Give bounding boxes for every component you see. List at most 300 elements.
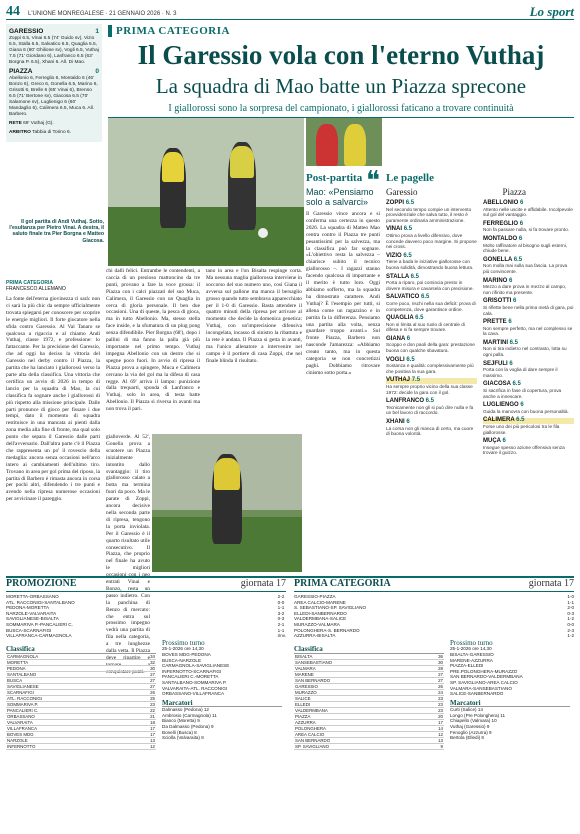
player-name: LUGLIENGO <box>483 402 519 409</box>
team-cell: ORBASSANO <box>6 713 145 719</box>
player-vote: 6.5 <box>425 398 435 405</box>
player-name: GIACOSA <box>483 381 511 388</box>
scorer-item: Dalmasso (Pedona) 12 <box>162 707 209 713</box>
kicker-text: PRIMA CATEGORIA <box>116 25 230 37</box>
player-name: XHANI <box>386 419 405 425</box>
rating-text: Mezzo a dare prova in mezzo al campo, non rifinito ma presente. <box>483 284 567 295</box>
byline-kicker: PRIMA CATEGORIA <box>6 280 53 286</box>
result-score: 0-0 <box>567 621 574 627</box>
result-score: 1-0 <box>567 594 574 599</box>
rating-item <box>386 295 477 312</box>
masthead: L'UNIONE MONREGALESE · 21 GENNAIO 2026 · N. 3 <box>28 11 177 17</box>
result-score: rinv. <box>277 633 286 639</box>
points-cell: 17 <box>433 719 444 725</box>
standings-block <box>6 641 156 750</box>
team-cell: PIAZZA <box>294 713 433 719</box>
rating-item <box>483 222 574 233</box>
ratings-columns <box>386 201 574 460</box>
article-column-4: gialloverde. Al 52', Gonella prova a scuotere un Piazza inizialmente intontito dallo svantaggio: il tiro giallorosso calato a botta ma termina fuori da poco. Ma le parate di Zoppi, ancora decisive nella seconda parte di ripresa, tengono la porta inviolata. Per il Garessio è il quarto risultato utile consecutivo. Il Piazza, che proprio nel finale ha avuto le migliori entrati Vinai e Bonzo, resta un passo indietro. Con la panchina di Benzo di mercato: che entra sul prossimo impegno vedrà una partita di fila nella categoria, a tre lunghezze dalla vetta. Il Piazza deve ripartire e tornare a conquistare punti. <box>106 434 150 675</box>
player-name: MARINO <box>483 277 508 284</box>
player-vote: 6 <box>520 200 524 206</box>
team-cell: VILLAFRANCA <box>6 725 145 731</box>
scorer-item: Da Dalmasso (Pedona) 9 <box>162 724 214 730</box>
rating-item <box>386 316 477 333</box>
result-match: GARESSIO-PIAZZA <box>294 594 336 599</box>
next-title: Prossimo turno <box>450 638 493 647</box>
value: 69' Vuthaj (G). <box>23 121 54 126</box>
result-match: ELLEDI-SANBERNARDO <box>294 610 347 616</box>
team-garessio <box>9 29 99 35</box>
rating-text: Insegue spesso azione offensiva senza trovare il guizzo. <box>483 444 565 456</box>
result-match: AZZURRA-BISALTA <box>294 633 336 639</box>
points-cell: 28 <box>433 665 444 671</box>
article-column-1: La fonte dell'eterna giovinezza ci sarà: non ci sarà la più chic da sempre ufficialmente trovata spiegarsi per conoscere per scoprire le energie migliori. Il forte giocatore nella sfida contro Garessio. Al Val Tanaro se qualcosa a rigaccia e al chiamo Andi Vuthaj, classe 1972, e professione: lo fattaccante. Per la precisione del Garessio, che ad oggi ha deciso la vittoria del Garessio nel derby contro il Piazza, la partita che ha lanciato i giallorossi verso la parte alta della classifica. Una vittoria che certifica un avvio di 2026 in tempo di lancio per la squadra di Mao, la cui classifica fa sognare anche i giallorossi di più rispetto alla missione principale. Dalle parti pronunce di gioco per fissare i due tempi, dato il momento di squadra restituisce in una mancata ai pienti dalla zona media alla fine di fronte, ma qual solo punto che separa il Garessio dalle parti dell'avversario. Dall'altra parte c'è il Piazza che rappresenta un po' il rovescio della medaglia: ancora senza occasioni nell'arco intero ai cambiamenti dell'ultimo tiro. Trovano in area per gol prima del riposo, la partita di Barbero è rimasta ancora in corsa per pochi altri, difendendo i tre punti e avendo nella ripresa numerose occasioni per avvicinare il pareggio. <box>6 296 100 503</box>
next-match: PIAZZA-ELLEDI <box>450 663 484 669</box>
rating-text: Non fa passare nulla, si fa trovare pronto. <box>483 227 569 233</box>
points-cell: 30 <box>145 665 156 671</box>
rating-item <box>386 337 477 354</box>
points-cell: 27 <box>433 671 444 677</box>
league-round: giornata 17 <box>240 578 286 589</box>
team-cell: ATL. RACCONIGI <box>6 695 145 701</box>
points-cell: 36 <box>433 654 444 660</box>
result-score: 2-2 <box>277 594 285 599</box>
standings-block <box>294 641 444 750</box>
result-score: 1-1 <box>277 627 285 633</box>
standings-table <box>6 654 156 750</box>
rating-text: Non si limita al suo ruolo di centrale di difesa e si fa sempre trovare. <box>386 321 465 333</box>
referee-line <box>9 130 99 136</box>
rating-text: Non sempre perfetto, ma nel complesso se la cava. <box>483 325 573 337</box>
team-cell: VALMARA <box>294 665 433 671</box>
rating-text: Ha sempre proprio vicino della sua classe 1972: decide la gara con il gol. <box>386 384 473 395</box>
player-vote: 6.5 <box>415 315 424 322</box>
scorer-item: Chiapello (Valmara) 10 <box>450 718 497 724</box>
ratings-team-left: Garessio <box>386 187 418 197</box>
rating-item <box>483 299 574 316</box>
page-number: 44 <box>6 4 20 19</box>
league-name: PRIMA CATEGORIA <box>294 578 391 589</box>
results-list <box>6 594 286 639</box>
rating-text: Tecnicamente non gli si può dire nulla e fa un bel lavoro di raccordo. <box>386 404 474 416</box>
result-score: 2-1 <box>277 621 285 627</box>
goal-photo <box>108 118 304 266</box>
result-match: VILLAFRANCA-CARMAGNOLA <box>6 633 72 639</box>
league-title <box>294 578 574 592</box>
result-score: 1-1 <box>277 605 285 611</box>
pitch <box>108 207 304 266</box>
rating-item <box>386 275 477 292</box>
ratings-title: Le pagelle <box>386 172 434 184</box>
handshake-photo <box>306 118 382 166</box>
scorer-item: Bertola (Elledi) 8 <box>450 735 484 741</box>
rating-text: Guida la manovra con buona personalità. <box>483 408 569 414</box>
player-name: VIZIO <box>386 252 402 259</box>
rating-item <box>483 237 574 254</box>
team-cell: SAN BERNARDO <box>294 677 433 683</box>
ratings-team-right: Piazza <box>502 187 526 197</box>
rating-text: Molto raffinatore al bisogno sugli esterni, chiude bene. <box>483 242 568 254</box>
player-vote: 6.5 <box>410 273 420 280</box>
team-score: 0 <box>95 68 99 75</box>
player-name: MUÇA <box>483 438 501 445</box>
player-vote: 6.5 <box>403 252 412 259</box>
player-name: GRISOTTI <box>483 298 512 305</box>
lineups-sidebar <box>6 24 102 146</box>
article-kicker <box>108 24 574 38</box>
team-cell: BOVES MDG <box>6 731 145 737</box>
team-cell: INFERNOTTO <box>6 743 145 749</box>
post-match-box <box>306 166 380 572</box>
team-cell: VALDERMBANA <box>294 707 433 713</box>
jersey <box>162 152 184 182</box>
next-match: VALVARAITA-ATL. RACCONIGI <box>162 685 228 691</box>
next-date: 25-1-2026 ore 14,30 <box>450 646 492 652</box>
scorer-item: Ambrosio (Carmagnola) 11 <box>162 712 217 718</box>
scorers-title: Marcatori <box>162 701 282 708</box>
results-list <box>294 594 574 639</box>
prima-box <box>294 578 574 830</box>
team-score: 1 <box>95 28 99 35</box>
rating-text: Si riflette bene nella prima metà di gara, poi cala. <box>483 304 574 316</box>
player-name: ZOPPI <box>386 200 405 206</box>
subheadline: La squadra di Mao batte un Piazza sprecone <box>155 74 527 98</box>
team-cell: ELLEDI <box>294 701 433 707</box>
rating-text: Ottimo prova a livello difensivo, dove concede davvero poco margine. Si propone nei cross. <box>386 232 477 250</box>
post-match-title: Post-partita <box>306 172 363 184</box>
goal-line <box>9 121 99 127</box>
player-vote: 6 <box>406 335 411 342</box>
rating-text: Sostanza e qualità: complessivamente più che positiva la sua gara. <box>386 363 474 374</box>
player-name: VINAI <box>386 226 403 233</box>
player-name: SALVATICO <box>386 294 420 301</box>
points-cell: 22 <box>145 707 156 713</box>
result-match: PEDONA-MORETTA <box>6 605 50 611</box>
player-name: VUTHAJ <box>386 377 411 384</box>
result-score: 1-1 <box>567 599 574 605</box>
scorers-title: Marcatori <box>450 701 570 708</box>
player-vote: 6.5 <box>516 417 525 424</box>
result-score: 0-3 <box>277 616 285 622</box>
photo-caption: Il gol partita di Andi Vuthaj. Sotto, l'esultanza per Pietro Vinai. A destra, il saluto finale tra Pier Borgna e Matteo Giacosa. <box>9 219 104 244</box>
player-figure <box>344 124 366 166</box>
headline: Il Garessio vola con l'eterno Vuthaj <box>137 40 545 70</box>
post-match-body: Il Garessio vince ancora e si conferma una certezza in questo 2026. La squadra di Matteo Mao centra contro il Piazza tre punti pesantissimi per la salvezza, ma la classifica può far sognare. «L'obiettivo resta la salvezza – chiarisce subito il tecnico giallorosso –. I ragazzi stanno facendo qualcosa di importante e il merito è tutto loro. Oggi abbiamo sofferto, ma la squadra ha dimostrato carattere. Andi Vuthaj? È l'esempio per tutti, si allena come un ragazzino e in partita fa la differenza. Pensiamo una partita alla volta, senza guardare troppo avanti.» Sul fronte Piazza, Barbero non nasconde l'amarezza: «Abbiamo creato tanto, ma in questa categoria se non concretizzi paghi. Dobbiamo ritrovare cinismo sotto porta.» <box>306 211 380 376</box>
player-name: QUAGLIA <box>386 315 414 322</box>
points-cell: 23 <box>433 695 444 701</box>
player-name: ABELLONIO <box>483 200 519 206</box>
summary: I giallorossi sono la sorpresa del campionato, i giallorossi faticano a trovare continuità <box>108 103 574 118</box>
rating-text: Scoppo e don paoli della gara: prestazione buona con qualche sbavatura. <box>386 342 475 354</box>
team-cell: SANSEBASTIANO <box>294 659 433 665</box>
team-cell: AREA CALCIO <box>294 731 433 737</box>
points-cell: 14 <box>433 725 444 731</box>
standings-row <box>294 743 444 749</box>
league-title <box>6 578 286 592</box>
points-cell: 23 <box>145 701 156 707</box>
section-title: Lo sport <box>529 4 574 19</box>
result-scores <box>567 594 574 639</box>
rating-text: La corsa non gli manca di certo, ma cuore di buona volontà. <box>386 425 474 437</box>
player-vote: 6.5 <box>406 356 415 363</box>
points-cell: 17 <box>145 725 156 731</box>
rating-item <box>483 439 574 456</box>
next-match: ORBASSANO-VILLAFRANCA <box>162 691 225 697</box>
result-score: 1-2 <box>567 616 574 622</box>
points-cell: 13 <box>145 737 156 743</box>
next-match: SANTALBANO-SOMMARIVA P. <box>162 679 227 685</box>
player-vote: 6 <box>519 220 524 227</box>
next-match: PRE.POLONGHERA-MURAZZO <box>450 668 518 674</box>
team-cell: SP. SAVIGLIANO <box>294 743 433 749</box>
next-block <box>162 638 282 750</box>
player-name: MONTALDO <box>483 235 518 242</box>
team-cell: PEDONA <box>6 665 145 671</box>
team-cell: NARZOLE <box>6 737 145 743</box>
player-vote: 6.5 <box>512 381 521 388</box>
rating-text: Corre poco, rischi nella sua deficit: prova di competenza, dove garantisce ordine. <box>386 300 476 312</box>
scorer-item: Sciolla (Valvaraita) 8 <box>162 735 204 741</box>
team-piazza <box>9 69 99 75</box>
points-cell: 25 <box>145 695 156 701</box>
rating-item <box>483 279 574 296</box>
rating-item <box>386 378 477 395</box>
player-name: SEJFULI <box>483 360 508 367</box>
lineups-box <box>6 24 102 142</box>
next-date: 25-1-2026 ore 14,30 <box>162 646 204 652</box>
rating-text: Forse uno dei più pericolosi tra le fila giallorosse. <box>483 424 560 435</box>
result-match: POLONGHERA-S. BERNARDO <box>294 627 360 633</box>
player-figure <box>316 124 338 166</box>
article-column-3: tano in area e l'on Bisalta respinge corta. Ma nessuna maglia giallorossa interviene in soccorso del suo numero uno, così Giana il avversa sul pallone ma manca il bersaglio grosso quando tutto sembrava apparecchiato per il 1-0 di Garessio. Basta attendere il quattro minuti della ripresa per arrivare al momento che decide la domenica genetica: Vuthaj, con un'imprecisione difensiva incongelata, incasso di sinistro la ribattuta e la rete è andata. Il Piazza si getta in avanti, ma l'unico allenatore a intervenire nel campo è il portiere di casa Zoppi, che nel finale blinda il risultato. <box>206 268 302 364</box>
standings-area <box>294 638 574 750</box>
byline <box>6 280 104 292</box>
team-cell: SANTALBANO <box>6 671 145 677</box>
result-names <box>6 594 75 639</box>
next-match: VALMARA-SANSEBASTIANO <box>450 685 512 691</box>
team-lineup: Abellonio 6, Ferreglio 6, Montaldo 6 (46' Bonzo 6), Greco 6, Gonella 6.5, Marino 6, Grisotti 6, Brelle 6 (65' Vinai 6), Brenno 6.5 (71' Bertone sv), Giacosa 6.5 (70' Salamone sv), Luglienigo 6 (60' Mandaglio 6), Calimera 6.5, Muca 6. All. Barbero. <box>9 76 98 117</box>
ball-icon <box>258 228 268 238</box>
points-cell: 12 <box>433 731 444 737</box>
celebration-photo <box>152 434 302 572</box>
ratings-left <box>386 201 477 460</box>
result-score: 1-2 <box>567 633 574 639</box>
player-vote: 6.5 <box>513 256 523 263</box>
player-vote: 6 <box>502 438 506 445</box>
ratings-teams <box>386 187 526 197</box>
rating-text: Non si tira indietro nel contrasto, lotta su ogni palla. <box>483 346 567 358</box>
background <box>108 118 304 207</box>
points-cell: 9 <box>433 743 444 749</box>
rating-text: Porta con la voglia di dare sempre il massimo. <box>483 367 558 378</box>
points-cell: 13 <box>433 737 444 743</box>
points-cell: 27 <box>433 677 444 683</box>
result-match: S. SEBASTIANO-SP. SAVIGLIANO <box>294 605 367 611</box>
result-score: 0-3 <box>567 610 574 616</box>
team-cell: SAVIGLIANESE <box>6 683 145 689</box>
standings-row <box>6 743 156 749</box>
points-cell: 24 <box>433 689 444 695</box>
points-cell: 34 <box>145 654 156 660</box>
player-vote: 7.5 <box>411 377 421 384</box>
rating-item <box>483 341 574 358</box>
player-name: PRETTE <box>483 319 507 326</box>
value: Tabbia di Torino 6. <box>32 130 71 135</box>
rating-text: Tiene a bada le iniziative giallorosse con buona solidità, dimostrando buona lettura. <box>386 259 474 270</box>
result-score: 0-0 <box>277 599 285 605</box>
team-cell: MARENE <box>294 671 433 677</box>
team-cell: PANCALIERI C. <box>6 707 145 713</box>
result-score: 2-0 <box>567 605 574 611</box>
next-match: SP. SAVIGLIANO-AREA CALCIO <box>450 679 518 685</box>
promozione-box <box>6 578 286 830</box>
scorer-item: Longo (Pre Polonghera) 11 <box>450 712 506 718</box>
player-name: LANFRANCO <box>386 398 424 405</box>
standings-area <box>6 638 286 750</box>
points-cell: 32 <box>145 659 156 665</box>
points-cell: 17 <box>145 731 156 737</box>
next-match: PANCALIERI C.-MORETTA <box>162 674 219 680</box>
next-block <box>450 638 570 750</box>
ratings-right <box>483 201 574 460</box>
scorer-item: Fenoglio (Azzurra) 9 <box>450 729 492 735</box>
team-cell: SAN BERNARDO <box>294 737 433 743</box>
jersey <box>230 146 254 178</box>
rating-text: Nel secondo tempo compie un intervento provvidenziale che salva tutto, il resto è puramente ordinaria amministrazione. <box>386 206 472 223</box>
result-names <box>294 594 366 639</box>
next-match: BOVES MDG-PEDONA <box>162 651 211 657</box>
team-cell: SOMMARIVA P. <box>6 701 145 707</box>
team-name: PIAZZA <box>9 68 33 75</box>
rating-item <box>386 227 477 249</box>
points-cell: 27 <box>145 677 156 683</box>
points-cell: 23 <box>433 707 444 713</box>
page-header <box>6 4 574 20</box>
player-vote: 6.5 <box>405 200 415 206</box>
next-match: BUSCA-NARZOLE <box>162 657 202 663</box>
player-name: CALIMERA <box>483 417 515 424</box>
next-match: BISALTA-GARESSIO <box>450 651 494 657</box>
result-match: BUSCA-SCARNAFIGI <box>6 627 52 633</box>
byline-author: FRANCESCO ALLEMANO <box>6 286 66 292</box>
team-cell: SALICE <box>294 695 433 701</box>
player-vote: 6.5 <box>509 339 519 346</box>
result-score: 3-2 <box>277 610 285 616</box>
team-cell: CARMAGNOLA <box>6 654 145 660</box>
jersey <box>214 458 240 490</box>
player-name: MARTINI <box>483 339 508 346</box>
player-name: GIANA <box>386 335 406 342</box>
player-vote: 6 <box>509 360 513 367</box>
rating-item <box>386 358 477 375</box>
player-name: FERREGLIO <box>483 220 519 227</box>
result-match: SOMMARIVA P.-PANCALIERI C. <box>6 621 73 627</box>
points-cell: 30 <box>433 659 444 665</box>
label: ARBITRO <box>9 130 31 135</box>
result-score: 2-3 <box>567 627 574 633</box>
rating-item <box>386 399 477 416</box>
player-vote: 6 <box>508 319 512 326</box>
post-match-quote: Mao: «Pensiamo solo a salvarci» <box>306 187 374 207</box>
result-match: NARZOLE-VALVARAITA <box>6 610 57 616</box>
standings-title: Classifica <box>294 645 444 654</box>
rating-text: Porta a riparo, poi comincia presto in dovere misura e cavarsela con precisione. <box>386 280 474 291</box>
points-cell: 26 <box>433 683 444 689</box>
points-cell: 27 <box>145 671 156 677</box>
points-cell: 26 <box>145 689 156 695</box>
result-match: MORETTA-ORBASSANO <box>6 594 59 599</box>
next-title: Prossimo turno <box>162 638 205 647</box>
rating-item <box>483 362 574 379</box>
rating-item <box>386 254 477 271</box>
label: RETE <box>9 121 22 126</box>
result-match: AREA CALCIO-MARENE <box>294 599 346 605</box>
points-cell: 27 <box>145 683 156 689</box>
team-cell: GARESSIO <box>294 683 433 689</box>
kicker-bar <box>108 25 112 37</box>
points-cell: 18 <box>145 719 156 725</box>
player-vote: 6 <box>513 298 517 305</box>
quote-icon: ❝ <box>366 166 380 195</box>
player-name: GONELLA <box>483 256 513 263</box>
team-cell: MORETTA <box>6 659 145 665</box>
scorer-item: Curti (Salice) 14 <box>450 707 483 713</box>
team-cell: SCARNAFIGI <box>6 689 145 695</box>
result-scores <box>278 594 286 639</box>
next-match: MARENE-AZZURRA <box>450 657 493 663</box>
rating-text: Attento nelle uscite e affidabile. Incolpevole sul gol del vantaggio. <box>483 206 573 218</box>
rating-item <box>483 258 574 275</box>
next-match: SALICE-SANBERNARDO <box>450 691 504 697</box>
team-cell: VALVARAITA <box>6 719 145 725</box>
player-vote: 6 <box>520 402 524 409</box>
league-name: PROMOZIONE <box>6 578 77 589</box>
ratings-box <box>386 172 574 574</box>
team-cell: MURAZZO <box>294 689 433 695</box>
player-vote: 6 <box>518 235 523 242</box>
rating-text: Non molla mai sulla sua fascia. La prova più convincente. <box>483 263 568 274</box>
points-cell: 12 <box>145 743 156 749</box>
rating-item <box>386 201 477 223</box>
league-round: giornata 17 <box>528 578 574 589</box>
points-cell: 21 <box>145 713 156 719</box>
player-vote: 6.5 <box>421 294 430 301</box>
rating-item <box>386 420 477 437</box>
article-column-2: chi dalli felici. Entrambe le contendenti, a caccia di un prezioso mattoncino da tre punti, provano a fare la voce grossa: il Piazza con i calci piazzati del suo Muca, Calimera, il Garessio con un Quaglia in cerca di gloria personale. Il ben due occasioni. Una di queste, la pesca di gioca, ma in tutto Abellonio. Ma, stesso stella face inside, e la sfumatura di un plug pong senza difendibile. Pier Borgna (68'), dopo i pallini di ma fanno la palla già più importante nel primo tempo. Vuthaj impegna Abellonio con un destro che si spegne poco fuori. In avvio di ripresa il Piazza prova a spingere, Muca e Calimera cercano la via del gol ma la difesa di casa regge. Al 69' arriva il lampo: punizione dalla trequarti, sponda di Lanfranco e Vuthaj, solo in area, di testa batte Abellonio. Il Piazza si riversa in avanti ma non trova il pari. <box>106 268 200 413</box>
result-match: SAVIGLIANESE-BISALTA <box>6 616 59 622</box>
rating-item <box>483 418 574 435</box>
player-name: STALLA <box>386 273 409 280</box>
rating-item <box>483 403 574 414</box>
scorer-item: Vuthaj (Garessio) 9 <box>450 724 490 730</box>
team-lineup: Zoppi 6.5, Vinai 6.5 (74' Guido sv), Vizio 6.5, Stalla 6.5, Salvatico 6.5, Quaglia 6.5, Giana 6 (80' Ghilione sv), Vogli 6.5, Vuthaj 7.5 (71' Giordano 6), Lanfranco 6.5 (63' Borgna P. 6.5), Xhani 6. All. Di Mao. <box>9 36 99 65</box>
standings-title: Classifica <box>6 645 156 654</box>
next-match: CARMAGNOLA-SAVIGLIANESE <box>162 663 230 669</box>
points-cell: 20 <box>433 713 444 719</box>
next-match: SAN BERNARDO-VALDERMBANA <box>450 674 523 680</box>
player-vote: 6.5 <box>403 226 413 233</box>
team-cell: BUSCA <box>6 677 145 683</box>
team-cell: BISALTA <box>294 654 433 660</box>
team-cell: AZZURRA <box>294 719 433 725</box>
player-name: VOGLI <box>386 356 405 363</box>
rating-item <box>483 320 574 337</box>
team-name: GARESSIO <box>9 28 44 35</box>
points-cell: 23 <box>433 701 444 707</box>
player-vote: 6 <box>406 419 410 425</box>
scorer-item: Bonelli (Busca) 8 <box>162 729 197 735</box>
next-match: INFERNOTTO-SCARNAFIGI <box>162 668 222 674</box>
